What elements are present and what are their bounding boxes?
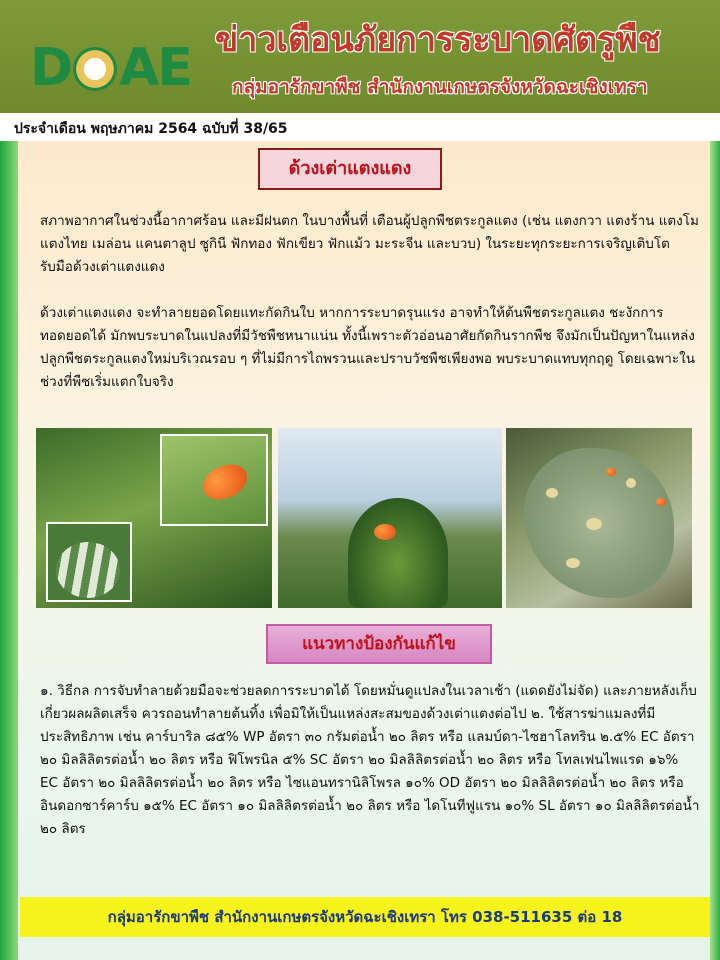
issue-bar [0,113,720,141]
doae-logo: D AE [30,38,191,98]
header-banner [0,0,720,113]
seal-icon [73,47,117,91]
issue-label: ประจำเดือน พฤษภาคม 2564 ฉบับที่ 38/65 [14,121,288,137]
inset-beetle-closeup [160,434,268,526]
beetle-icon [656,498,666,506]
page-subtitle: กลุ่มอารักขาพืช สำนักงานเกษตรจังหวัดฉะเชิงเทรา [232,76,648,98]
beetle-icon [606,468,616,476]
beetle-icon [197,458,252,506]
leaf-hole [566,558,580,568]
footer-contact: กลุ่มอารักขาพืช สำนักงานเกษตรจังหวัดฉะเชิงเทรา โทร 038-511635 ต่อ 18 [20,897,710,937]
section-heading-pest: ด้วงเต่าแตงแดง [258,148,442,190]
beetle-icon [374,524,396,540]
section-heading-prevention: แนวทางป้องกันแก้ไข [266,624,492,664]
photo-beetle-field [278,428,502,608]
right-border [710,141,720,960]
leaf-hole [546,488,558,498]
leaf-hole [626,478,636,488]
leaf-shape [348,498,448,608]
melon-icon [56,542,120,598]
photo-damaged-leaf [506,428,692,608]
leaf-hole [586,518,602,530]
paragraph-weather: สภาพอากาศในช่วงนี้อากาศร้อน และมีฝนตก ในบางพื้นที่ เตือนผู้ปลูกพืชตระกูลแตง (เช่น แตงกวา แตงร้าน แตงโม แตงไทย เมล่อน แคนตาลูป ซูกินี ฟักทอง ฟักเขียว ฟักแม้ว มะระจีน และบวบ) ในระยะทุกระยะการเจริญเติบโต รับมือด้วงเต่าแตงแดง [40,213,699,275]
inset-melon [46,522,132,602]
left-border [0,141,18,960]
paragraph-prevention: ๑. วิธีกล การจับทำลายด้วยมือจะช่วยลดการระบาดได้ โดยหมั่นดูแปลงในเวลาเช้า (แดดยังไม่จัด) และภายหลังเก็บเกี่ยวผลผลิตเสร็จ ควรถอนทำลายต้นทิ้ง เพื่อมิให้เป็นแหล่งสะสมของด้วงเต่าแตงต่อไป ๒. ใช้สารฆ่าแมลงที่มีประสิทธิภาพ เช่น คาร์บาริล ๘๕% WP อัตรา ๓๐ กรัมต่อน้ำ ๒๐ ลิตร หรือ แลมบ์ดา-ไซฮาโลทริน ๒.๕% EC อัตรา ๒๐ มิลลิลิตรต่อน้ำ ๒๐ ลิตร หรือ ฟิโพรนิล ๕% SC อัตรา ๒๐ มิลลิลิตรต่อน้ำ ๒๐ ลิตร หรือ โทลเฟนไพแรด ๑๖% EC อัตรา ๒๐ มิลลิลิตรต่อน้ำ ๒๐ ลิตร หรือ ไซแอนทรานิลิโพรล ๑๐% OD อัตรา ๒๐ มิลลิลิตรต่อน้ำ ๒๐ ลิตร หรือ อินดอกซาร์คาร์บ ๑๕% EC อัตรา ๑๐ มิลลิลิตรต่อน้ำ ๒๐ ลิตร หรือ ไดโนทีฟูแรน ๑๐% SL อัตรา ๑๐ มิลลิลิตรต่อน้ำ ๒๐ ลิตร [40,683,700,837]
paragraph-damage: ด้วงเต่าแตงแดง จะทำลายยอดโดยแทะกัดกินใบ หากการระบาดรุนแรง อาจทำให้ต้นพืชตระกูลแตง ชะงักการทอดยอดได้ มักพบระบาดในแปลงที่มีวัชพืชหนาแน่น ทั้งนี้เพราะตัวอ่อนอาศัยกัดกินรากพืช จึงมักเป็นปัญหาในแหล่งปลูกพืชตระกูลแตงใหม่บริเวณรอบ ๆ ที่ไม่มีการไถพรวนและปราบวัชพืชเพียงพอ พบระบาดแทบทุกฤดู โดยเฉพาะในช่วงที่พืชเริ่มแตกใบจริง [40,305,695,390]
photo-beetle-melon [36,428,272,608]
page-title: ข่าวเตือนภัยการระบาดศัตรูพืช [215,20,661,60]
